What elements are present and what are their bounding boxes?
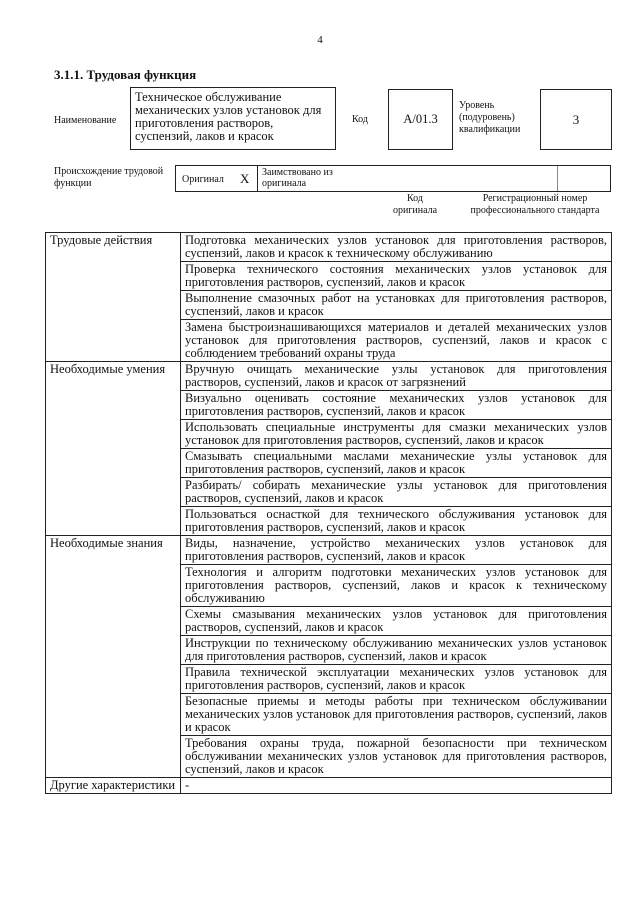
section-label: Необходимые умения xyxy=(46,362,181,536)
section-item: Замена быстроизнашивающихся материалов и деталей механических узлов установок для приготовления растворов, суспензий, лаков и красок с соблюдением требований охраны труда xyxy=(181,320,612,362)
function-details-table xyxy=(45,232,612,794)
section-item: Визуально оценивать состояние механических узлов установок для приготовления растворов, суспензий, лаков и красок xyxy=(181,391,612,420)
section-item: Вручную очищать механические узлы установок для приготовления растворов, суспензий, лаков и красок от загрязнений xyxy=(181,362,612,391)
regnum-caption: Регистрационный номер профессионального стандарта xyxy=(470,193,600,216)
section-item: Подготовка механических узлов установок для приготовления растворов, суспензий, лаков и красок к техническому обслуживанию xyxy=(181,233,612,262)
table-row xyxy=(46,536,612,565)
table-row xyxy=(46,233,612,262)
section-item: Инструкции по техническому обслуживанию механических узлов установок для приготовления растворов, суспензий, лаков и красок xyxy=(181,636,612,665)
section-item: Безопасные приемы и методы работы при техническом обслуживании механических узлов установок для приготовления растворов, суспензий, лаков и красок xyxy=(181,694,612,736)
code-caption: Код оригинала xyxy=(392,193,438,216)
section-item: Требования охраны труда, пожарной безопасности при техническом обслуживании механических узлов установок для приготовления растворов, суспензий, лаков и красок xyxy=(181,736,612,778)
section-label: Другие характеристики xyxy=(46,778,181,794)
section-label: Необходимые знания xyxy=(46,536,181,778)
origin-borrowed-cell xyxy=(258,166,558,191)
section-item: Виды, назначение, устройство механических узлов установок для приготовления растворов, суспензий, лаков и красок xyxy=(181,536,612,565)
borrowed-label: Заимствовано из оригинала xyxy=(262,167,333,189)
section-item: Схемы смазывания механических узлов установок для приготовления растворов, суспензий, лаков и красок xyxy=(181,607,612,636)
name-label: Наименование xyxy=(54,115,117,126)
original-mark: X xyxy=(240,171,250,186)
origin-table xyxy=(175,165,611,192)
section-item: Смазывать специальными маслами механические узлы установок для приготовления растворов, суспензий, лаков и красок xyxy=(181,449,612,478)
code-label: Код xyxy=(352,114,368,125)
table-row xyxy=(46,362,612,391)
table-row xyxy=(46,778,612,794)
origin-regnum-cell xyxy=(558,166,610,191)
origin-original-cell xyxy=(176,166,258,191)
section-item: Проверка технического состояния механических узлов установок для приготовления растворов, суспензий, лаков и красок xyxy=(181,262,612,291)
section-label: Трудовые действия xyxy=(46,233,181,362)
section-item: Выполнение смазочных работ на установках для приготовления растворов, суспензий, лаков и красок xyxy=(181,291,612,320)
section-item: Разбирать/ собирать механические узлы установок для приготовления растворов, суспензий, лаков и красок xyxy=(181,478,612,507)
qualification-level-box: 3 xyxy=(540,89,612,150)
section-item: - xyxy=(181,778,612,794)
section-item: Использовать специальные инструменты для смазки механических узлов установок для приготовления растворов, суспензий, лаков и красок xyxy=(181,420,612,449)
section-item: Правила технической эксплуатации механических узлов установок для приготовления растворов, суспензий, лаков и красок xyxy=(181,665,612,694)
page-number: 4 xyxy=(317,34,323,46)
origin-label: Происхождение трудовой функции xyxy=(54,166,164,189)
original-label: Оригинал xyxy=(182,174,224,185)
section-title: 3.1.1. Трудовая функция xyxy=(54,67,197,82)
section-item: Пользоваться оснасткой для технического обслуживания установок для приготовления растворов, суспензий, лаков и красок xyxy=(181,507,612,536)
function-code-box: A/01.3 xyxy=(388,89,453,150)
level-label: Уровень (подуровень) квалификации xyxy=(459,100,521,135)
function-name-box: Техническое обслуживание механических узлов установок для приготовления растворов, суспензий, лаков и красок xyxy=(130,87,336,150)
section-item: Технология и алгоритм подготовки механических узлов установок для приготовления растворов, суспензий, лаков и красок к техническому обслуживанию xyxy=(181,565,612,607)
